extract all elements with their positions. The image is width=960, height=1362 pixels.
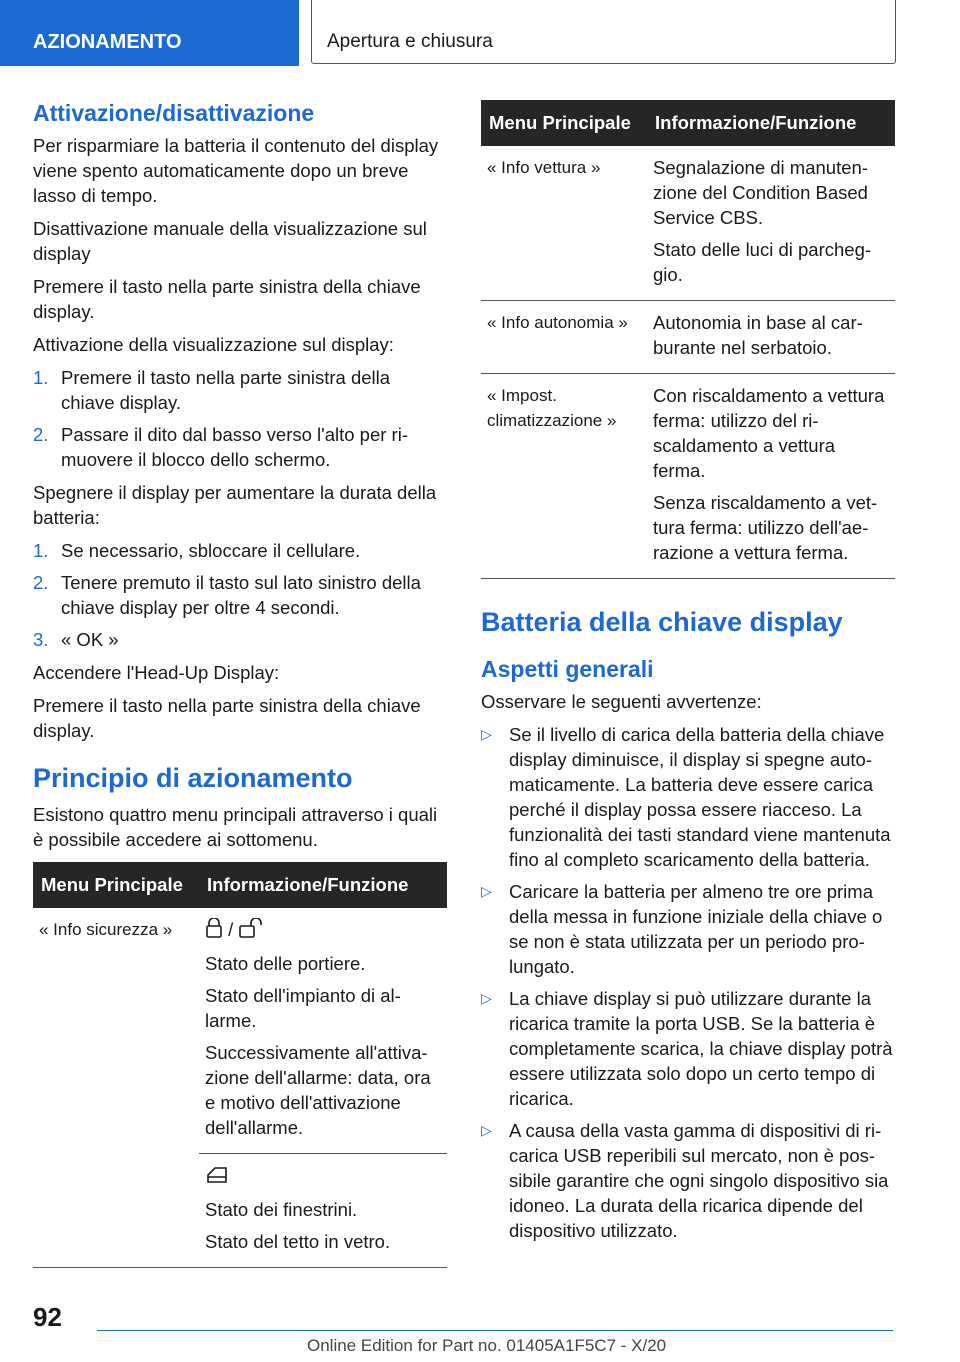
triangle-right-icon: ▷ xyxy=(481,726,492,742)
menu-cell: « Info autonomia » xyxy=(481,301,647,374)
note-text: Se il livello di carica della batteria della chiave display diminuisce, il display si spegne automaticamente. La batteria deve essere carica perché il display possa essere riacceso. La funzionalità dei tasti standard viene mantenuta fino al completo scaricamento della batteria. xyxy=(509,724,891,870)
table-row xyxy=(481,146,895,301)
table-header-row xyxy=(33,862,447,908)
chapter-tab: Apertura e chiusura xyxy=(311,0,896,64)
lock-closed-icon xyxy=(205,918,223,944)
menu-cell xyxy=(33,1154,199,1268)
on-title: Attivazione della visualizzazione sul display: xyxy=(33,334,394,355)
table-row xyxy=(33,1154,447,1268)
function-cell xyxy=(647,374,895,579)
menu-table-left xyxy=(33,862,447,1268)
triangle-right-icon: ▷ xyxy=(481,990,492,1006)
note-text: Caricare la batteria per almeno tre ore prima della messa in funzione iniziale della chiave o se non è stata utilizzata per un periodo prolungato. xyxy=(509,881,883,977)
table-header-row xyxy=(481,100,895,146)
menu-cell: « Info vettura » xyxy=(481,146,647,301)
column-header-function: Informazione/Funzione xyxy=(199,862,447,908)
general-subheading: Aspetti generali xyxy=(481,656,654,682)
function-cell xyxy=(647,146,895,301)
principle-text: Esistono quattro menu principali attraverso i quali è possibile accedere ai sottomenu. xyxy=(33,804,438,850)
list-item xyxy=(481,722,895,872)
note-text: A causa della vasta gamma di dispositivi di ricarica USB reperibili sul mercato, non è possibile garantire che ogni singolo dispositivo sia idoneo. La durata della ricarica dipende del dispositivo utilizzato. xyxy=(509,1120,889,1241)
function-line: Successivamente all'attivazione dell'allarme: data, ora e motivo dell'attivazione dell'allarme. xyxy=(205,1042,431,1139)
function-line: Stato delle luci di parcheggio. xyxy=(653,239,872,285)
step-text: Premere il tasto nella parte sinistra della chiave display. xyxy=(61,367,391,413)
right-column xyxy=(481,100,895,1250)
function-line: Stato del tetto in vetro. xyxy=(205,1230,391,1252)
icon-line xyxy=(205,1163,439,1190)
table-row xyxy=(33,908,447,1154)
step-number: 2. xyxy=(33,424,49,445)
function-line: Stato dell'impianto di allarme. xyxy=(205,985,401,1032)
list-item xyxy=(33,538,447,563)
activation-intro: Per risparmiare la batteria il contenuto del display viene spento automaticamente dopo un breve lasso di tempo. xyxy=(33,135,439,206)
step-text: Tenere premuto il tasto sul lato sinistro della chiave display per oltre 4 secondi. xyxy=(61,572,421,618)
list-item xyxy=(481,986,895,1111)
battery-intro: Osservare le seguenti avvertenze: xyxy=(481,691,762,712)
footer-divider xyxy=(97,1330,893,1331)
function-line: Senza riscaldamento a vettura ferma: utilizzo dell'aerazione a vettura ferma. xyxy=(653,492,878,563)
off-title: Spegnere il display per aumentare la durata della batteria: xyxy=(33,482,437,528)
icon-line xyxy=(205,917,439,944)
function-cell xyxy=(199,908,447,1154)
step-text: Se necessario, sbloccare il cellulare. xyxy=(61,540,361,561)
function-line: Stato delle portiere. xyxy=(205,953,366,975)
column-header-function: Informazione/Funzione xyxy=(647,100,895,146)
column-header-menu: Menu Principale xyxy=(481,100,647,146)
function-cell xyxy=(647,301,895,374)
triangle-right-icon: ▷ xyxy=(481,1122,492,1138)
function-line: Segnalazione di manutenzione del Condition Based Service CBS. xyxy=(653,157,868,228)
step-number: 3. xyxy=(33,629,49,650)
battery-heading: Batteria della chiave display xyxy=(481,607,843,637)
menu-cell: « Impost. climatizzazione » xyxy=(481,374,647,579)
step-text: « OK » xyxy=(61,629,119,650)
off-steps xyxy=(33,538,447,652)
step-text: Passare il dito dal basso verso l'alto per rimuovere il blocco dello schermo. xyxy=(61,424,408,470)
hud-title: Accendere l'Head-Up Display: xyxy=(33,662,280,683)
step-number: 1. xyxy=(33,540,49,561)
note-text: La chiave display si può utilizzare durante la ricarica tramite la porta USB. Se la batteria è completamente scarica, la chiave display potrà essere utilizzata solo dopo un certo tempo di ricarica. xyxy=(509,988,893,1109)
step-number: 2. xyxy=(33,572,49,593)
on-steps xyxy=(33,365,447,472)
footer-edition: Online Edition for Part no. 01405A1F5C7 - X/20 xyxy=(307,1336,667,1355)
list-item xyxy=(33,422,447,472)
page-number: 92 xyxy=(33,1302,62,1332)
function-cell xyxy=(199,1154,447,1268)
hud-text: Premere il tasto nella parte sinistra della chiave display. xyxy=(33,695,421,741)
battery-notes xyxy=(481,722,895,1243)
principle-heading: Principio di azionamento xyxy=(33,763,353,793)
lock-open-icon xyxy=(238,918,264,944)
column-header-menu: Menu Principale xyxy=(33,862,199,908)
list-item xyxy=(33,570,447,620)
manual-off-text: Premere il tasto nella parte sinistra della chiave display. xyxy=(33,276,421,322)
section-tab: AZIONAMENTO xyxy=(0,0,299,66)
table-row xyxy=(481,301,895,374)
left-column xyxy=(33,100,447,1268)
list-item xyxy=(33,365,447,415)
manual-off-title: Disattivazione manuale della visualizzazione sul display xyxy=(33,218,427,264)
window-icon xyxy=(205,1165,229,1190)
function-line: Stato dei finestrini. xyxy=(205,1198,358,1220)
function-line: Autonomia in base al carburante nel serbatoio. xyxy=(653,312,863,358)
triangle-right-icon: ▷ xyxy=(481,883,492,899)
list-item xyxy=(481,1118,895,1243)
step-number: 1. xyxy=(33,367,49,388)
icon-separator: / xyxy=(228,919,234,940)
list-item xyxy=(33,627,447,652)
function-line: Con riscaldamento a vettura ferma: utilizzo del riscaldamento a vettura ferma. xyxy=(653,385,885,481)
activation-heading: Attivazione/disattivazione xyxy=(33,100,315,126)
table-row xyxy=(481,374,895,579)
page-header xyxy=(0,0,960,66)
menu-table-right xyxy=(481,100,895,579)
list-item xyxy=(481,879,895,979)
menu-cell: « Info sicurezza » xyxy=(39,920,173,939)
